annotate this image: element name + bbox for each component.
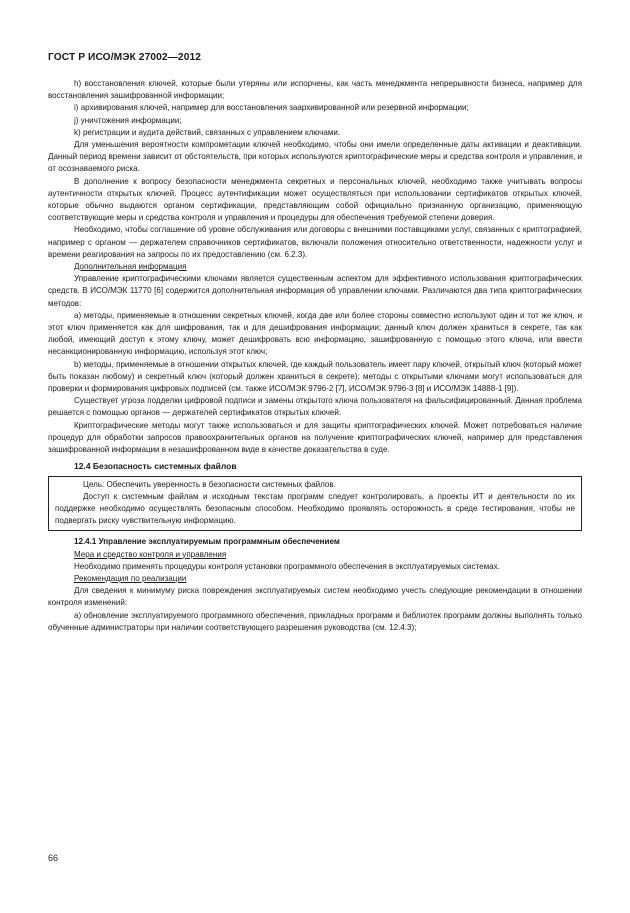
measure-text: Необходимо применять процедуры контроля установки программного обеспечения в эксплуатируемых системах.: [74, 561, 500, 571]
objective-text: Доступ к системным файлам и исходным текстам программ следует контролировать, а проекты ИТ и деятельности по их поддержке необходимо осуществлять безопасным способом. Необходимо проявлять осторожность в среде тестирования, чтобы не подвергать риску чувствительную информацию.: [55, 491, 575, 526]
list-item-j: j) уничтожения информации;: [74, 115, 182, 125]
page-number: 66: [48, 853, 59, 863]
objective-box: [48, 476, 582, 532]
body-paragraph: Для сведения к минимуму риска повреждения эксплуатируемых систем необходимо учесть следующие рекомендации в отношении контроля изменений:: [48, 586, 582, 608]
objective-text: Цель: Обеспечить уверенность в безопасности системных файлов.: [83, 479, 336, 489]
body-paragraph: Необходимо, чтобы соглашение об уровне обслуживания или договоры с внешними поставщиками услуг, связанных с криптографией, например с органом — держателем справочников сертификатов, включали положения относительно ответственности, надежности услуг и времени реагирования на запросы по их предоставлению (см. 6.2.3).: [48, 225, 582, 259]
body-paragraph: В дополнение к вопросу безопасности менеджмента секретных и персональных ключей, необходимо также учитывать вопросы аутентичности открытых ключей. Процесс аутентификации может осуществляться при использовании сертификатов открытых ключей, которые обычно выдаются органом сертификации, представляющим собой официально признанную организацию, применяющую соответствующие меры и средства контроля и управления и процедуры для обеспечения требуемой степени доверия.: [48, 176, 582, 223]
body-paragraph: Управление криптографическими ключами является существенным аспектом для эффективного использования криптографических средств. В ИСО/МЭК 11770 [6] содержится дополнительная информация об управлении ключами. Различаются два типа криптографических методов:: [48, 274, 582, 308]
list-item-k: k) регистрации и аудита действий, связанных с управлением ключами.: [74, 127, 341, 137]
page-content: [48, 78, 582, 634]
list-item-h: h) восстановления ключей, которые были утеряны или испорчены, как часть менеджмента непрерывности бизнеса, например для восстановления зашифрованной информации;: [48, 79, 582, 101]
recommendation-heading: Рекомендация по реализации: [74, 573, 187, 583]
measure-heading: Мера и средство контроля и управления: [74, 549, 227, 559]
list-item-b: b) методы, применяемые в отношении открытых ключей, где каждый пользователь имеет пару ключей, открытый ключ (который может быть показан любому) и секретный ключ (который должен храниться в секрете); методы с открытыми ключами могут использоваться для проверки и формирования цифровых подписей (см. также ИСО/МЭК 9796-2 [7], ИСО/МЭК 9796-3 [8] и ИСО/МЭК 14888-1 [9]).: [48, 359, 582, 394]
section-heading: 12.4 Безопасность системных файлов: [74, 461, 237, 472]
list-item-a: a) методы, применяемые в отношении секретных ключей, когда две или более стороны совместно используют один и тот же ключ, и этот ключ применяется как для шифрования, так и для дешифрования информации; данный ключ должен храниться в секрете, так как любой, имеющий доступ к этому ключу, может дешифровать всю информацию, зашифрованную с помощью этого ключа, или ввести несанкционированную информацию, используя этот ключ;: [48, 310, 582, 357]
document-header: ГОСТ Р ИСО/МЭК 27002—2012: [48, 52, 201, 63]
list-item-a: a) обновление эксплуатируемого программного обеспечения, прикладных программ и библиотек программ должны выполнять только обученные администраторы при наличии соответствующего разрешения руководства (см. 12.4.3);: [48, 610, 582, 632]
list-item-i: i) архивирования ключей, например для восстановления заархивированной или резервной информации;: [74, 103, 469, 113]
body-paragraph: Существует угроза подделки цифровой подписи и замены открытого ключа пользователя на фальсифицированный. Данная проблема решается с помощью органов — держателей сертификатов открытых ключей.: [48, 396, 582, 418]
additional-info-heading: Дополнительная информация: [74, 262, 187, 272]
subsection-heading: 12.4.1 Управление эксплуатируемым программным обеспечением: [74, 537, 340, 547]
body-paragraph: Криптографические методы могут также использоваться и для защиты криптографических ключей. Может потребоваться наличие процедур для обработки запросов правоохранительных органов на получение криптографических ключей, например для представления зашифрованной информации в незашифрованном виде в качестве доказательства в суде.: [48, 420, 582, 455]
body-paragraph: Для уменьшения вероятности компрометации ключей необходимо, чтобы они имели определенные даты активации и деактивации. Данный период времени зависит от обстоятельств, при которых используются криптографические меры и средства контроля и управления, и от осознаваемого риска.: [48, 140, 582, 174]
